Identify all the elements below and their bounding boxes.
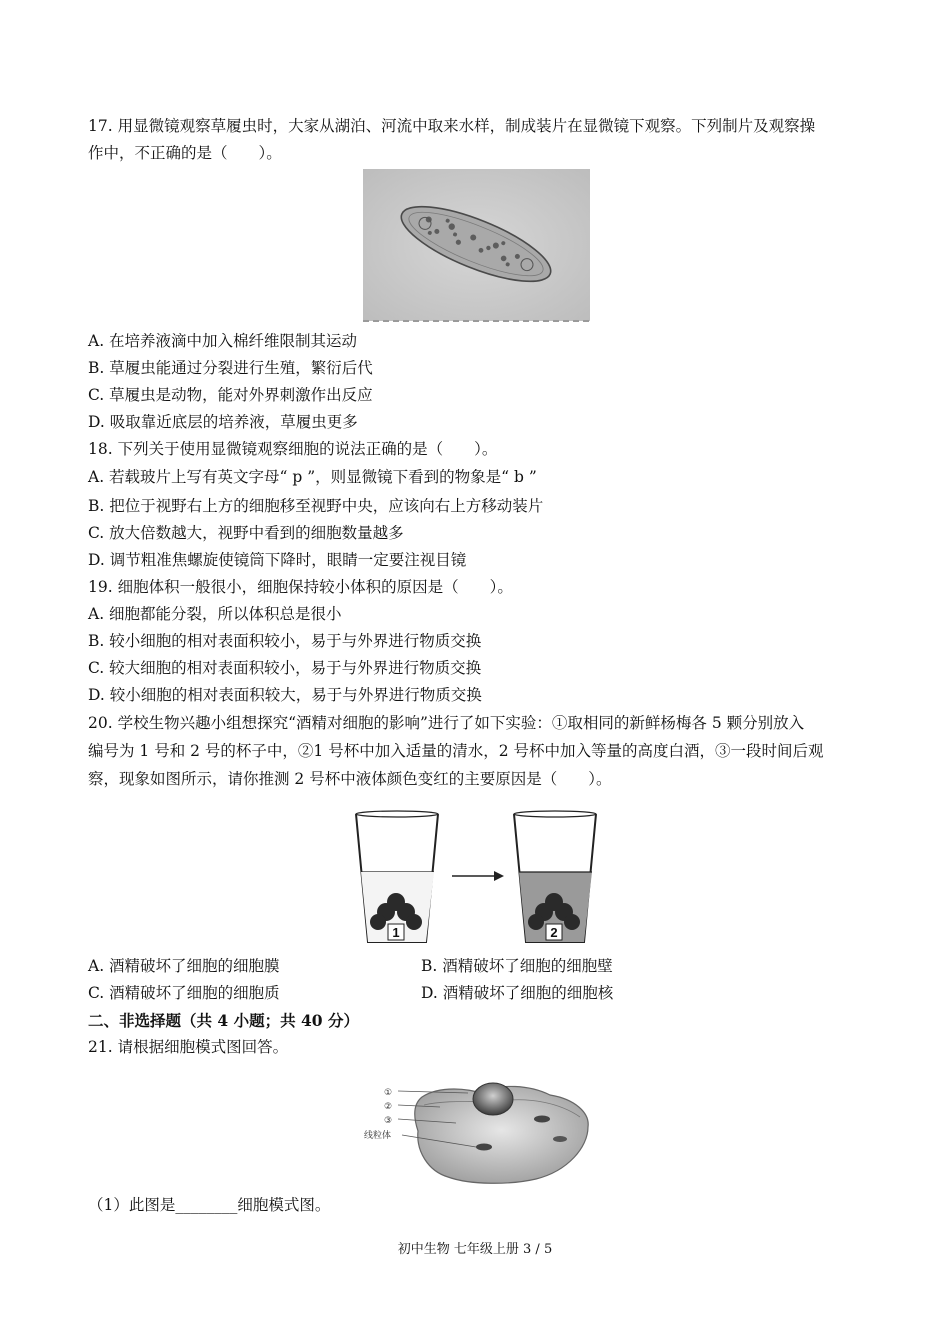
q17-option-c: C. 草履虫是动物，能对外界刺激作出反应 xyxy=(88,386,373,404)
q18-option-a: A. 若载玻片上写有英文字母“ p ”，则显微镜下看到的物象是“ b ” xyxy=(88,468,537,486)
q20-stem-line3: 察，现象如图所示，请你推测 2 号杯中液体颜色变红的主要原因是（ ）。 xyxy=(88,770,612,788)
q20-option-a: A. 酒精破坏了细胞的细胞膜 xyxy=(88,957,280,975)
page-footer: 初中生物 七年级上册 3 / 5 xyxy=(397,1242,553,1257)
q19-option-c: C. 较大细胞的相对表面积较小，易于与外界进行物质交换 xyxy=(88,659,482,677)
cell-label-1: ① xyxy=(384,1088,393,1098)
q19-stem: 19. 细胞体积一般很小，细胞保持较小体积的原因是（ ）。 xyxy=(88,578,513,596)
paramecium-micrograph xyxy=(363,169,590,323)
q20-stem-line1: 20. 学校生物兴趣小组想探究“酒精对细胞的影响”进行了如下实验：①取相同的新鲜杨梅各 5 颗分别放入 xyxy=(88,714,805,732)
q17-option-d: D. 吸取靠近底层的培养液，草履虫更多 xyxy=(88,413,358,431)
q17-stem-line1: 17. 用显微镜观察草履虫时，大家从湖泊、河流中取来水样，制成装片在显微镜下观察。下列制片及观察操 xyxy=(88,117,816,135)
q18-option-d: D. 调节粗准焦螺旋使镜筒下降时，眼睛一定要注视目镜 xyxy=(88,551,467,569)
q18-stem: 18. 下列关于使用显微镜观察细胞的说法正确的是（ ）。 xyxy=(88,440,498,458)
q20-stem-line2: 编号为 1 号和 2 号的杯子中，②1 号杯中加入适量的清水，2 号杯中加入等量的高度白酒，③一段时间后观 xyxy=(88,742,824,760)
q21-stem: 21. 请根据细胞模式图回答。 xyxy=(88,1038,289,1056)
q20-options-row2 xyxy=(88,980,878,1007)
q19-option-d: D. 较小细胞的相对表面积较大，易于与外界进行物质交换 xyxy=(88,686,482,704)
cell-label-mitochondria: 线粒体 xyxy=(364,1131,392,1141)
cup1-label: 1 xyxy=(392,925,400,940)
cup-1 xyxy=(356,811,438,942)
q18-option-c: C. 放大倍数越大，视野中看到的细胞数量越多 xyxy=(88,524,404,542)
q20-option-b: B. 酒精破坏了细胞的细胞壁 xyxy=(421,957,613,975)
q21-sub1: （1）此图是________细胞模式图。 xyxy=(88,1196,331,1214)
arrow-right-icon xyxy=(452,871,504,881)
cups-experiment-figure xyxy=(348,808,608,948)
cell-label-2: ② xyxy=(384,1102,393,1112)
q20-option-c: C. 酒精破坏了细胞的细胞质 xyxy=(88,984,280,1002)
q17-stem-line2: 作中，不正确的是（ ）。 xyxy=(88,144,282,162)
q20-option-d: D. 酒精破坏了细胞的细胞核 xyxy=(421,984,614,1002)
cell-label-3: ③ xyxy=(384,1116,393,1126)
cup2-label: 2 xyxy=(550,925,558,940)
plant-cell-model-figure xyxy=(360,1075,595,1187)
q17-option-a: A. 在培养液滴中加入棉纤维限制其运动 xyxy=(88,332,358,350)
q19-option-a: A. 细胞都能分裂，所以体积总是很小 xyxy=(88,605,342,623)
q20-options-row1 xyxy=(88,953,878,980)
section2-heading: 二、非选择题（共 4 小题；共 40 分） xyxy=(88,1011,359,1030)
q18-option-b: B. 把位于视野右上方的细胞移至视野中央，应该向右上方移动装片 xyxy=(88,497,544,515)
cup-2 xyxy=(514,811,596,942)
q19-option-b: B. 较小细胞的相对表面积较小，易于与外界进行物质交换 xyxy=(88,632,482,650)
q17-option-b: B. 草履虫能通过分裂进行生殖，繁衍后代 xyxy=(88,359,373,377)
